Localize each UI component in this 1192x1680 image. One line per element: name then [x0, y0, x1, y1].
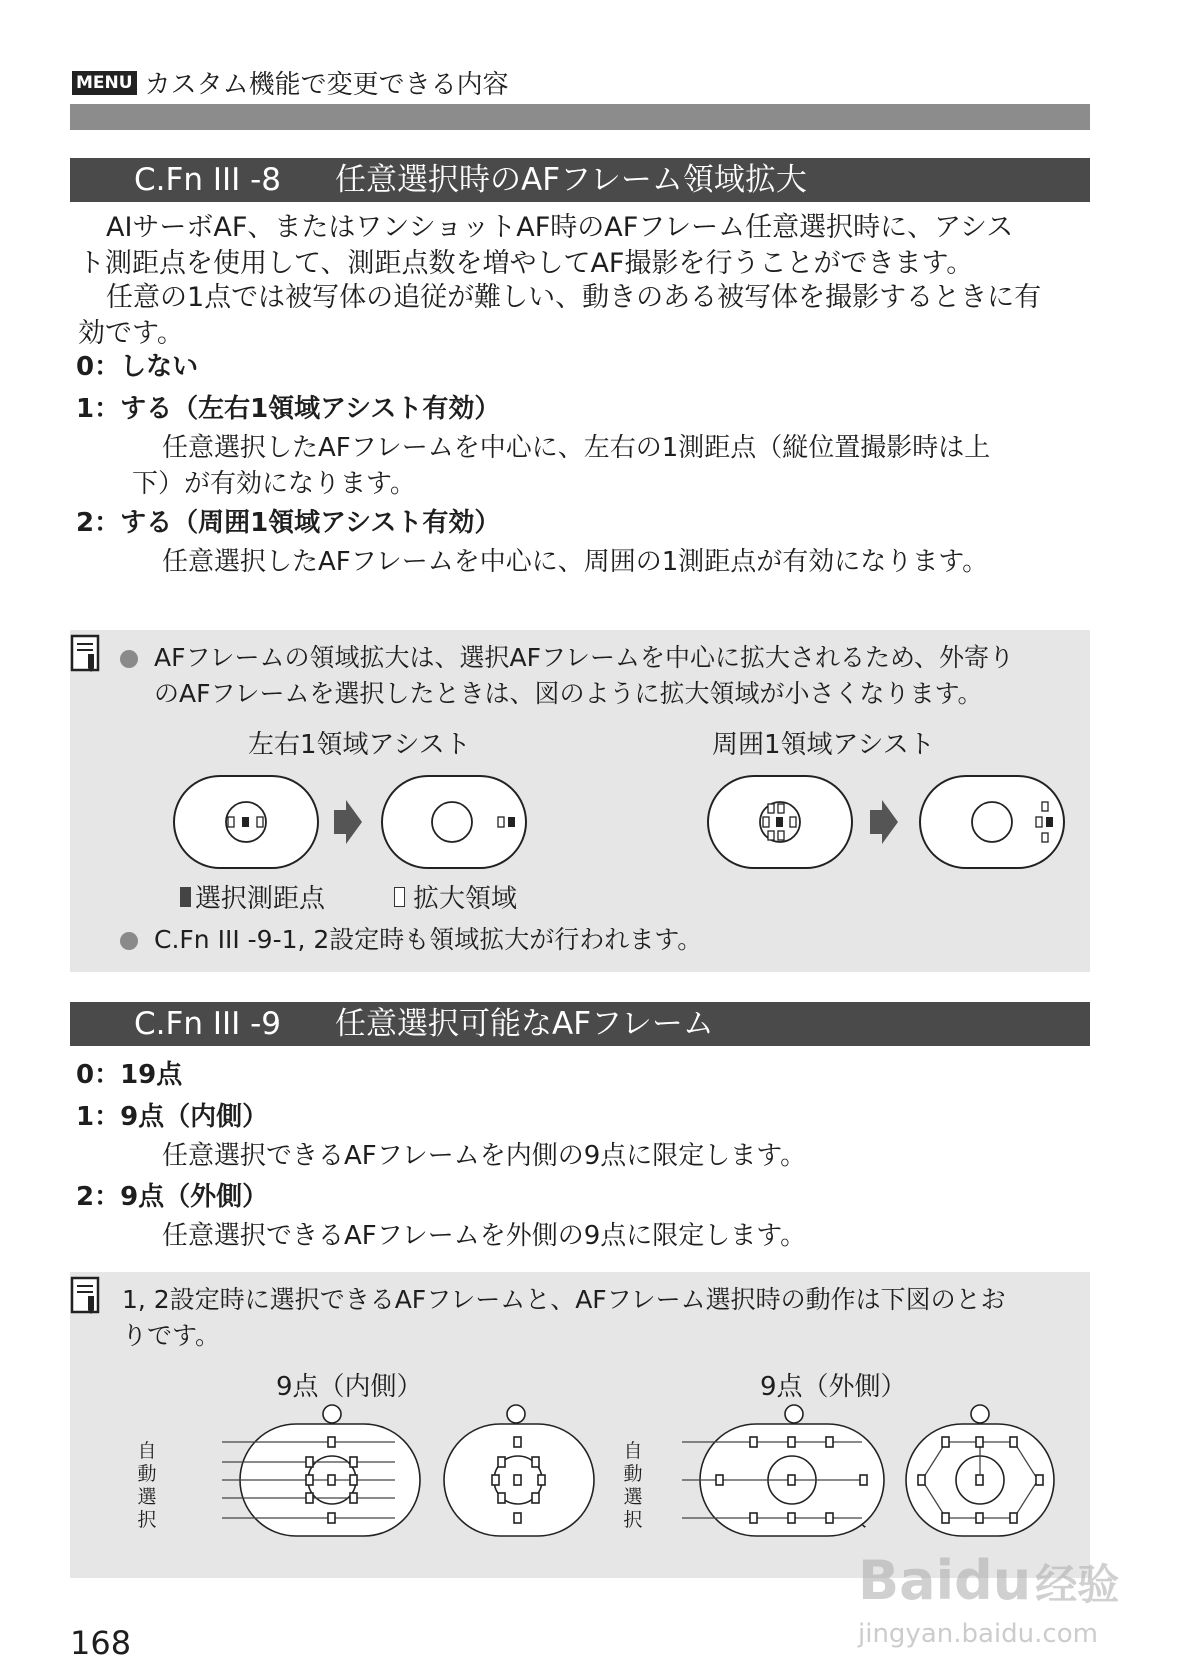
note-text: 1, 2設定時に選択できるAFフレームと、AFフレーム選択時の動作は下図のとお りです。 [122, 1285, 1006, 1350]
af-frame-selection-diagram [160, 1402, 1120, 1552]
option-2-desc: 任意選択できるAFフレームを外側の9点に限定します。 [162, 1221, 807, 1251]
watermark-url: jingyan.baidu.com [858, 1619, 1098, 1649]
arrow-right-icon [870, 800, 898, 844]
note-pencil-icon [70, 634, 102, 674]
diagram-left-title: 左右1領域アシスト [248, 730, 471, 760]
section-title: 任意選択時のAFフレーム領域拡大 [335, 162, 807, 198]
diagram-right-title: 9点（外側） [760, 1372, 907, 1402]
outer9-quick-dial [906, 1405, 1054, 1536]
menu-badge: MENU [72, 71, 137, 95]
note-pencil-icon [70, 1276, 102, 1316]
main-dial-icon [785, 1405, 803, 1423]
lr-assist-edge [382, 776, 526, 868]
arrow-right-icon [334, 800, 362, 844]
lr-assist-center [174, 776, 318, 868]
note-bullet-1: AFフレームの領域拡大は、選択AFフレームを中心に拡大されるため、外寄り のAFフレームを選択したときは、図のように拡大領域が小さくなります。 [120, 640, 1014, 712]
note-box-section9 [70, 1272, 1090, 1578]
option-2-label: 2：9点（外側） [76, 1182, 269, 1212]
auto-select-label-left-2: 自 動 選 択 [623, 1440, 643, 1531]
section-title: 任意選択可能なAFフレーム [335, 1006, 714, 1042]
af-area-expansion-diagram [170, 764, 1090, 894]
section8-paragraph-1 [78, 210, 1088, 282]
option-1-desc: 任意選択できるAFフレームを内側の9点に限定します。 [162, 1141, 807, 1171]
note-bullet-2: C.Fn III -9-1, 2設定時も領域拡大が行われます。 [120, 922, 702, 958]
watermark-brand2: du [954, 1549, 1032, 1612]
section-code: C.Fn III -8 [134, 162, 282, 198]
selected-point-icon [180, 887, 191, 907]
option-0-label: 0：しない [76, 352, 199, 382]
option-1-desc-line2: 下）が有効になります。 [132, 469, 416, 499]
header-title: カスタム機能で変更できる内容 [144, 70, 509, 100]
option-1-label: 1：する（左右1領域アシスト有効） [76, 394, 501, 424]
page-header [72, 64, 509, 101]
note-box-section8 [70, 630, 1090, 972]
paragraph-line: ト測距点を使用して、測距点数を増やしてAF撮影を行うことができます。 [78, 248, 974, 279]
paragraph-line: 任意の1点では被写体の追従が難しい、動きのある被写体を撮影するときに有 [106, 282, 1042, 313]
surround-assist-edge [920, 776, 1064, 868]
section8-paragraph-2 [78, 280, 1088, 352]
section-heading-cfn-3-9 [70, 1002, 1090, 1046]
option-1-label: 1：9点（内側） [76, 1102, 269, 1132]
watermark-cn: 经验 [1035, 1560, 1120, 1609]
expanded-point-icon [394, 887, 405, 907]
baidu-jingyan-watermark [858, 1545, 1158, 1655]
section-code: C.Fn III -9 [134, 1006, 282, 1042]
auto-select-label-left-1: 自 動 選 択 [137, 1440, 157, 1531]
paragraph-line: 効です。 [78, 318, 184, 349]
paragraph-line: AIサーボAF、またはワンショットAF時のAFフレーム任意選択時に、アシス [106, 212, 1014, 243]
diagram-right-title: 周囲1領域アシスト [712, 730, 935, 760]
outer9-main-dial [682, 1405, 884, 1536]
quick-dial-icon [971, 1405, 989, 1423]
option-1-desc-line1: 任意選択したAFフレームを中心に、左右の1測距点（縦位置撮影時は上 [162, 433, 991, 463]
inner9-quick-dial [444, 1405, 594, 1536]
watermark-brand: Bai [858, 1549, 955, 1612]
diagram-left-title: 9点（内側） [276, 1372, 423, 1402]
main-dial-icon [323, 1405, 341, 1423]
legend-expanded: 拡大領域 [394, 878, 517, 915]
surround-assist-center [708, 776, 852, 868]
bullet-icon [120, 932, 138, 950]
header-divider-bar [70, 104, 1090, 130]
option-2-label: 2：する（周囲1領域アシスト有効） [76, 508, 501, 538]
quick-dial-icon [507, 1405, 525, 1423]
inner9-main-dial [222, 1405, 420, 1536]
option-0-label: 0：19点 [76, 1060, 183, 1090]
section-heading-cfn-3-8 [70, 158, 1090, 202]
option-2-desc: 任意選択したAFフレームを中心に、周囲の1測距点が有効になります。 [162, 547, 989, 577]
legend-selected: 選択測距点 [180, 878, 325, 915]
page-number: 168 [70, 1624, 132, 1662]
bullet-icon [120, 650, 138, 668]
